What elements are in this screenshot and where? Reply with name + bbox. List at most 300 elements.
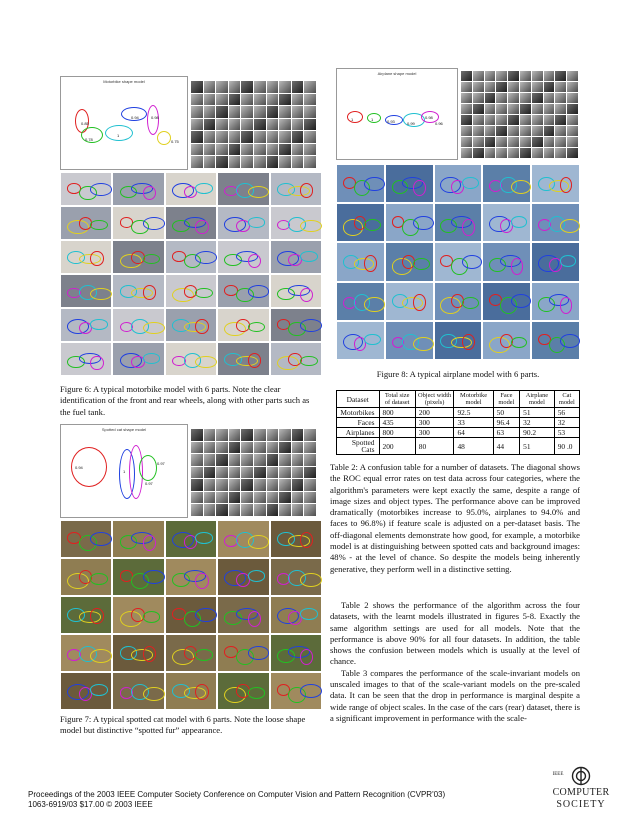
detection-ellipse [511, 180, 532, 194]
detection-ellipse [195, 573, 209, 589]
example-image [482, 203, 531, 242]
example-image [60, 596, 112, 634]
detection-ellipse [300, 319, 322, 332]
detection-ellipse [90, 356, 104, 371]
example-image [217, 308, 269, 342]
example-image [217, 558, 269, 596]
column-header: Face model [493, 391, 520, 408]
motorbike-shape-plot [60, 76, 188, 170]
appearance-patch [266, 503, 280, 517]
plot-label: 0.97 [145, 481, 153, 486]
appearance-patch [291, 503, 305, 517]
detection-ellipse [560, 255, 577, 267]
detection-ellipse [560, 219, 581, 233]
table-row [337, 418, 580, 428]
appearance-patch [190, 428, 204, 442]
detection-ellipse [300, 608, 318, 620]
appearance-patch [266, 478, 280, 492]
table-cell: 56 [554, 408, 579, 418]
table-cell: Faces [337, 418, 380, 428]
appearance-patch [278, 105, 292, 119]
airplane-shape-plot [336, 68, 458, 160]
example-image [270, 206, 322, 240]
motorbike-patch-grid [190, 80, 316, 168]
table-header-row [337, 391, 580, 408]
appearance-patch [278, 155, 292, 169]
detection-ellipse [143, 611, 161, 623]
shape-ellipse [147, 105, 159, 135]
example-image [336, 164, 385, 203]
appearance-patch [266, 453, 280, 467]
detection-ellipse [413, 258, 430, 270]
detection-ellipse [560, 177, 573, 194]
detection-ellipse [90, 573, 108, 585]
spotted-cat-example-images [60, 520, 322, 710]
plot-label: 1 [371, 117, 374, 122]
appearance-patch [303, 143, 317, 157]
appearance-patch [215, 491, 229, 505]
appearance-patch [303, 441, 317, 455]
appearance-patch [215, 105, 229, 119]
appearance-patch [215, 428, 229, 442]
appearance-patch [291, 491, 305, 505]
appearance-patch [190, 80, 204, 94]
detection-ellipse [248, 687, 266, 699]
plot-label: 0.98 [151, 115, 159, 120]
appearance-patch [215, 118, 229, 132]
detection-ellipse [300, 532, 314, 548]
appearance-patch [253, 441, 267, 455]
column-header: Object width (pixels) [415, 391, 454, 408]
appearance-patch [215, 503, 229, 517]
column-header: Motorbike model [454, 391, 493, 408]
appearance-patch [291, 130, 305, 144]
body-text [330, 600, 580, 724]
appearance-patch [303, 105, 317, 119]
detection-ellipse [248, 254, 262, 269]
detection-ellipse [248, 535, 270, 549]
example-image [531, 321, 580, 360]
detection-ellipse [248, 353, 262, 368]
appearance-patch [291, 453, 305, 467]
appearance-patch [291, 428, 305, 442]
appearance-patch [228, 105, 242, 119]
appearance-patch [240, 130, 254, 144]
example-image [165, 596, 217, 634]
appearance-patch [278, 118, 292, 132]
detection-ellipse [462, 255, 483, 269]
table-cell: Spotted Cats [337, 438, 380, 455]
detection-ellipse [300, 220, 322, 233]
example-image [165, 308, 217, 342]
table-cell: 300 [415, 428, 454, 438]
appearance-patch [240, 93, 254, 107]
example-image [270, 240, 322, 274]
appearance-patch [228, 428, 242, 442]
appearance-patch [203, 466, 217, 480]
spotted-cat-shape-plot [60, 424, 188, 518]
example-image [434, 164, 483, 203]
appearance-patch [266, 105, 280, 119]
detection-ellipse [364, 255, 377, 272]
column-header: Dataset [337, 391, 380, 408]
example-image [336, 242, 385, 281]
appearance-patch [291, 118, 305, 132]
shape-ellipse [139, 455, 157, 481]
appearance-patch [190, 466, 204, 480]
appearance-patch [240, 105, 254, 119]
detection-ellipse [143, 217, 165, 230]
example-image [217, 240, 269, 274]
appearance-patch [303, 428, 317, 442]
appearance-patch [266, 491, 280, 505]
appearance-patch [278, 143, 292, 157]
example-image [385, 164, 434, 203]
appearance-patch [253, 118, 267, 132]
detection-ellipse [300, 251, 318, 262]
detection-ellipse [143, 535, 157, 551]
table-cell: 64 [454, 428, 493, 438]
plot-label: 0.93 [387, 119, 395, 124]
motorbike-example-images [60, 172, 322, 376]
appearance-patch [303, 453, 317, 467]
figure-7-caption: Figure 7: A typical spotted cat model with 6 parts. Note the loose shape model but distinctive “spotted fur” appearance. [60, 714, 306, 736]
table-cell: 800 [379, 428, 415, 438]
detection-ellipse [511, 216, 528, 228]
appearance-patch [203, 453, 217, 467]
appearance-patch [303, 80, 317, 94]
plot-label: 0.78 [85, 137, 93, 142]
example-image [165, 672, 217, 710]
example-image [60, 342, 112, 376]
logo-ieee: IEEE [552, 772, 564, 777]
appearance-patch [190, 143, 204, 157]
figure-6-caption: Figure 6: A typical motorbike model with 6 parts. Note the clear identification of the front and rear wheels, along with other parts such as the fuel tank. [60, 384, 310, 417]
plot-label: 0.98 [425, 115, 433, 120]
example-image [270, 520, 322, 558]
appearance-patch [291, 143, 305, 157]
example-image [270, 596, 322, 634]
appearance-patch [190, 105, 204, 119]
appearance-patch [291, 93, 305, 107]
detection-ellipse [364, 334, 381, 346]
figure-7 [60, 424, 322, 710]
appearance-patch [303, 155, 317, 169]
appearance-patch [240, 491, 254, 505]
table-cell: 96.4 [493, 418, 520, 428]
detection-ellipse [195, 356, 217, 369]
appearance-patch [190, 491, 204, 505]
appearance-patch [240, 428, 254, 442]
appearance-patch [203, 80, 217, 94]
appearance-patch [253, 466, 267, 480]
appearance-patch [203, 143, 217, 157]
detection-ellipse [300, 183, 314, 198]
example-image [482, 164, 531, 203]
detection-ellipse [462, 177, 479, 189]
detection-ellipse [248, 217, 266, 228]
detection-ellipse [511, 258, 524, 275]
appearance-patch [215, 453, 229, 467]
example-image [531, 242, 580, 281]
appearance-patch [240, 466, 254, 480]
detection-ellipse [560, 334, 581, 348]
appearance-patch [215, 466, 229, 480]
appearance-patch [228, 93, 242, 107]
table-cell: 51 [520, 408, 555, 418]
airplane-patch-grid [460, 70, 578, 158]
table-cell: Motorbikes [337, 408, 380, 418]
appearance-patch [278, 428, 292, 442]
detection-ellipse [143, 570, 165, 584]
example-image [165, 172, 217, 206]
example-image [385, 242, 434, 281]
appearance-patch [303, 491, 317, 505]
example-image [112, 206, 164, 240]
example-image [385, 203, 434, 242]
appearance-patch [266, 143, 280, 157]
detection-ellipse [90, 684, 108, 696]
detection-ellipse [248, 646, 270, 660]
table-cell: 800 [379, 408, 415, 418]
detection-ellipse [143, 285, 157, 300]
appearance-patch [203, 93, 217, 107]
example-image [165, 520, 217, 558]
appearance-patch [203, 478, 217, 492]
appearance-patch [278, 453, 292, 467]
appearance-patch [266, 441, 280, 455]
example-image [434, 282, 483, 321]
appearance-patch [203, 105, 217, 119]
detection-ellipse [413, 180, 426, 197]
detection-ellipse [462, 219, 475, 236]
appearance-patch [240, 441, 254, 455]
example-image [165, 206, 217, 240]
appearance-patch [303, 478, 317, 492]
example-image [112, 274, 164, 308]
appearance-patch [253, 93, 267, 107]
example-image [482, 321, 531, 360]
table-cell: 90 .0 [554, 438, 579, 455]
column-header: Airplane model [520, 391, 555, 408]
table-2-caption: Table 2: A confusion table for a number of datasets. The diagonal shows the ROC equal error rates on test data across four categories, where the algorithm's parameters were kept exactly the same, despite a range of image sizes and object types. The performance above can be improved dramatically (motorbikes increase to 95.0%, airplanes to 94.0% and faces to 96.8%) if feature scale is adjusted on a per-dataset basis. The off-diagonal elements demonstrate how good, for example, a motorbike model is at distinguishing between spotted cats and background images: 48% - at the level of chance. So despite the models being inherently generative, they perform well in a distinctive setting. [330, 462, 580, 574]
appearance-patch [190, 453, 204, 467]
column-header: Total size of dataset [379, 391, 415, 408]
footer-line: Proceedings of the 2003 IEEE Computer Society Conference on Computer Vision and Pattern Recognition (CVPR'03) [28, 790, 446, 799]
detection-ellipse [195, 608, 217, 622]
detection-ellipse [195, 288, 213, 299]
example-image [217, 672, 269, 710]
example-image [336, 321, 385, 360]
logo-emblem-icon [571, 766, 591, 786]
appearance-patch [240, 453, 254, 467]
example-image [165, 274, 217, 308]
appearance-patch [228, 453, 242, 467]
appearance-patch [203, 428, 217, 442]
plot-label: 0.75 [171, 139, 179, 144]
example-image [165, 342, 217, 376]
detection-ellipse [90, 288, 112, 301]
appearance-patch [278, 491, 292, 505]
appearance-patch [190, 478, 204, 492]
detection-ellipse [364, 177, 385, 191]
appearance-patch [228, 491, 242, 505]
detection-ellipse [300, 356, 318, 367]
example-image [482, 242, 531, 281]
example-image [531, 203, 580, 242]
example-image [60, 274, 112, 308]
example-image [270, 172, 322, 206]
appearance-patch [278, 130, 292, 144]
example-image [434, 242, 483, 281]
appearance-patch [278, 80, 292, 94]
appearance-patch [240, 80, 254, 94]
example-image [270, 634, 322, 672]
plot-label: 0.99 [407, 121, 415, 126]
paragraph: Table 3 compares the performance of the scale-invariant models on unscaled images to that of the scale-variant models on the pre-scaled data. It can be seen that the drop in performance is marginal despite a wide range of object scales. In the case of the cars (rear) dataset, there is a significant improvement in performance with the scale- [330, 667, 580, 723]
table-cell: 51 [520, 438, 555, 455]
appearance-patch [278, 441, 292, 455]
detection-ellipse [143, 186, 157, 201]
example-image [165, 240, 217, 274]
example-image [112, 558, 164, 596]
example-image [165, 558, 217, 596]
appearance-patch [215, 143, 229, 157]
appearance-patch [203, 441, 217, 455]
appearance-patch [228, 143, 242, 157]
example-image [217, 206, 269, 240]
example-image [112, 672, 164, 710]
detection-ellipse [413, 294, 426, 311]
appearance-patch [215, 93, 229, 107]
example-image [217, 274, 269, 308]
appearance-patch [266, 466, 280, 480]
appearance-patch [215, 130, 229, 144]
appearance-patch [190, 93, 204, 107]
appearance-patch [278, 503, 292, 517]
detection-ellipse [195, 319, 209, 334]
appearance-patch [215, 478, 229, 492]
detection-ellipse [364, 219, 381, 231]
example-image [60, 308, 112, 342]
appearance-patch [190, 155, 204, 169]
plot-label: 1 [351, 117, 354, 122]
appearance-patch [240, 503, 254, 517]
example-image [112, 596, 164, 634]
plot-label: 1 [123, 469, 126, 474]
footer-proceedings [28, 790, 498, 810]
appearance-patch [253, 453, 267, 467]
example-image [165, 634, 217, 672]
shape-ellipse [157, 131, 171, 145]
example-image [112, 634, 164, 672]
table-cell: 32 [554, 418, 579, 428]
plot-title: Motorbike shape model [103, 79, 145, 84]
appearance-patch [228, 466, 242, 480]
appearance-patch [203, 155, 217, 169]
example-image [270, 342, 322, 376]
appearance-patch [203, 503, 217, 517]
figure-6 [60, 76, 322, 376]
confusion-table [336, 390, 580, 455]
detection-ellipse [300, 573, 322, 587]
appearance-patch [190, 441, 204, 455]
detection-ellipse [143, 254, 161, 265]
appearance-patch [253, 491, 267, 505]
spotted-cat-patch-grid [190, 428, 316, 516]
table-cell: 200 [415, 408, 454, 418]
table-cell: 63 [493, 428, 520, 438]
example-image [112, 172, 164, 206]
appearance-patch [215, 155, 229, 169]
detection-ellipse [90, 183, 112, 196]
appearance-patch [291, 478, 305, 492]
ieee-computer-society-logo [548, 766, 614, 812]
table-cell: 33 [454, 418, 493, 428]
appearance-patch [228, 80, 242, 94]
example-image [336, 282, 385, 321]
detection-ellipse [300, 684, 322, 698]
detection-ellipse [195, 251, 217, 264]
detection-ellipse [511, 337, 528, 349]
appearance-patch [240, 118, 254, 132]
appearance-patch [291, 155, 305, 169]
figure-8 [336, 68, 580, 360]
appearance-patch [253, 155, 267, 169]
appearance-patch [303, 466, 317, 480]
appearance-patch [291, 466, 305, 480]
detection-ellipse [90, 251, 104, 266]
example-image [434, 321, 483, 360]
example-image [482, 282, 531, 321]
detection-ellipse [462, 334, 475, 351]
plot-label: 0.94 [131, 115, 139, 120]
appearance-patch [253, 130, 267, 144]
table-cell: 44 [493, 438, 520, 455]
table-cell: 80 [415, 438, 454, 455]
detection-ellipse [195, 183, 213, 194]
table-cell: Airplanes [337, 428, 380, 438]
detection-ellipse [248, 570, 266, 582]
detection-ellipse [511, 294, 532, 308]
detection-ellipse [248, 322, 266, 333]
example-image [385, 321, 434, 360]
example-image [270, 308, 322, 342]
table-cell: 32 [520, 418, 555, 428]
example-image [531, 282, 580, 321]
appearance-patch [228, 478, 242, 492]
example-image [217, 596, 269, 634]
appearance-patch [266, 130, 280, 144]
appearance-patch [253, 80, 267, 94]
example-image [60, 240, 112, 274]
plot-title: Spotted cat shape model [101, 427, 147, 432]
example-image [217, 172, 269, 206]
appearance-patch [266, 93, 280, 107]
figure-8-caption: Figure 8: A typical airplane model with 6 parts. [376, 369, 540, 379]
appearance-patch [203, 491, 217, 505]
appearance-patch [253, 478, 267, 492]
appearance-patch [190, 118, 204, 132]
footer-line: 1063-6919/03 $17.00 © 2003 IEEE [28, 800, 153, 809]
appearance-patch [266, 155, 280, 169]
detection-ellipse [143, 322, 165, 335]
plot-label: 0.85 [81, 121, 89, 126]
detection-ellipse [248, 186, 270, 199]
table-cell: 50 [493, 408, 520, 418]
airplane-example-images [336, 164, 580, 360]
example-image [112, 240, 164, 274]
